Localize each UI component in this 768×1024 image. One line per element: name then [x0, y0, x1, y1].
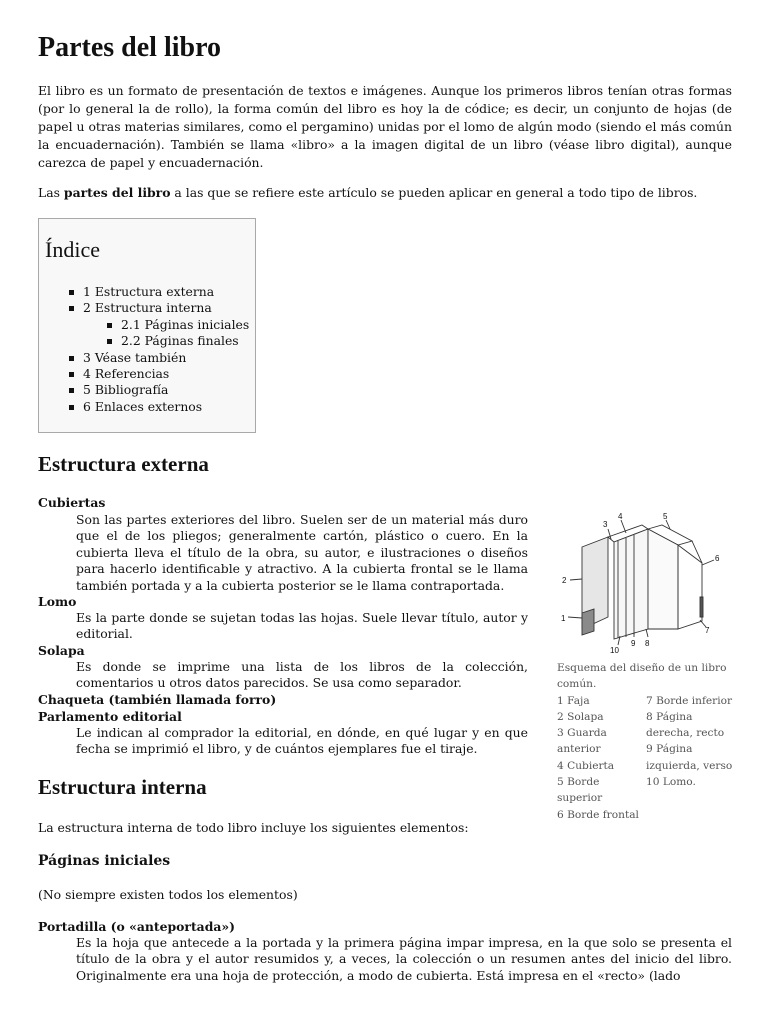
diagram-label-7: 7	[705, 626, 710, 635]
legend-item: 5 Borde superior	[557, 776, 603, 805]
diagram-label-8: 8	[645, 639, 650, 648]
table-of-contents	[38, 218, 256, 433]
diagram-label-2: 2	[562, 576, 567, 585]
term-solapa: Solapa	[38, 643, 85, 658]
legend-item: 9 Página izquierda, verso	[646, 743, 733, 772]
scope-text-end: a las que se refiere este artículo se pueden aplicar en general a todo tipo de libros.	[170, 185, 698, 200]
diagram-label-6: 6	[715, 554, 720, 563]
diagram-label-10: 10	[610, 646, 619, 655]
book-diagram	[556, 505, 736, 655]
toc-item-vease-tambien[interactable]: 3 Véase también	[69, 350, 249, 366]
definition-lomo: Es la parte donde se sujetan todas las hojas. Suele llevar título, autor y editorial.	[76, 610, 528, 642]
toc-item-bibliografia[interactable]: 5 Bibliografía	[69, 382, 249, 398]
intro-paragraph: El libro es un formato de presentación de textos e imágenes. Aunque los primeros libros tenían otras formas (por lo general la de rollo), la forma común del libro es hoy la de códice; es decir, un conjunto de hojas (de papel u otras materias similares, como el pergamino) unidas por el lomo de algún modo (siendo el más común la encuadernación). También se llama «libro» a la imagen digital de un libro (véase libro digital), aunque carezca de papel y encuadernación.	[38, 83, 732, 170]
legend-item: 7 Borde inferior	[646, 694, 733, 707]
legend-item: 4 Cubierta	[557, 759, 615, 772]
diagram-label-5: 5	[663, 512, 668, 521]
definition-parlamento-editorial: Le indican al comprador la editorial, en dónde, en qué lugar y en que fecha se imprimió el libro, y de cuántos ejemplares fue el tiraje.	[76, 725, 528, 757]
page-title: Partes del libro	[38, 32, 222, 63]
toc-title: Índice	[45, 237, 100, 262]
subsection-heading-paginas-iniciales: Páginas iniciales	[38, 853, 171, 869]
legend-item: 8 Página derecha, recto	[646, 710, 725, 740]
definition-portadilla: Es la hoja que antecede a la portada y la primera página impar impresa, en la que solo se presenta el título de la obra y el autor resumidos y, a veces, la colección o un resumen antes del inicio del libro. Originalmente era una hoja de protección, a modo de cubierta. Está impresa en el «recto» (lado	[76, 935, 732, 983]
toc-item-referencias[interactable]: 4 Referencias	[69, 366, 249, 382]
term-lomo: Lomo	[38, 594, 77, 609]
diagram-label-1: 1	[561, 614, 566, 623]
legend-item: 10 Lomo.	[646, 776, 696, 789]
definition-cubiertas: Son las partes exteriores del libro. Suelen ser de un material más duro que el de los pliegos; generalmente cartón, plástico o cuero. En la cubierta lleva el título de la obra, su autor, e ilustraciones o diseños para hacerlo identificable y atractivo. A la cubierta frontal se le llama también portada y a la cubierta posterior se le llama contraportada.	[76, 512, 528, 593]
legend-item: 2 Solapa	[557, 710, 604, 723]
toc-item-estructura-externa[interactable]: 1 Estructura externa	[69, 284, 249, 300]
term-chaqueta: Chaqueta (también llamada forro)	[38, 692, 277, 707]
figure-caption	[557, 660, 737, 823]
toc-item-paginas-iniciales[interactable]: 2.1 Páginas iniciales	[107, 317, 249, 333]
internal-note: (No siempre existen todos los elementos)	[38, 887, 298, 902]
diagram-label-9: 9	[631, 639, 636, 648]
toc-list	[69, 284, 249, 415]
toc-item-estructura-interna[interactable]: 2 Estructura interna	[69, 300, 249, 316]
caption-legend	[557, 693, 737, 823]
term-portadilla: Portadilla (o «anteportada»)	[38, 919, 235, 934]
section-heading-external: Estructura externa	[38, 452, 209, 476]
scope-paragraph	[38, 184, 732, 202]
legend-item: 3 Guarda anterior	[557, 727, 607, 756]
diagram-label-3: 3	[603, 520, 608, 529]
scope-bold-term: partes del libro	[63, 185, 171, 200]
section-heading-internal: Estructura interna	[38, 775, 207, 799]
term-parlamento-editorial: Parlamento editorial	[38, 709, 182, 724]
diagram-label-4: 4	[618, 512, 623, 521]
definition-solapa: Es donde se imprime una lista de los libros de la colección, comentarios u otros datos parecidos. Se usa como separador.	[76, 659, 528, 691]
toc-item-paginas-finales[interactable]: 2.2 Páginas finales	[107, 333, 249, 349]
legend-column-left	[557, 693, 646, 823]
internal-intro: La estructura interna de todo libro incluye los siguientes elementos:	[38, 820, 469, 835]
legend-column-right	[646, 693, 735, 823]
term-cubiertas: Cubiertas	[38, 495, 106, 510]
legend-item: 6 Borde frontal	[557, 808, 639, 821]
scope-text-start: Las	[38, 185, 64, 200]
toc-item-enlaces-externos[interactable]: 6 Enlaces externos	[69, 399, 249, 415]
caption-intro: Esquema del diseño de un libro común.	[557, 662, 727, 691]
legend-item: 1 Faja	[557, 694, 590, 707]
